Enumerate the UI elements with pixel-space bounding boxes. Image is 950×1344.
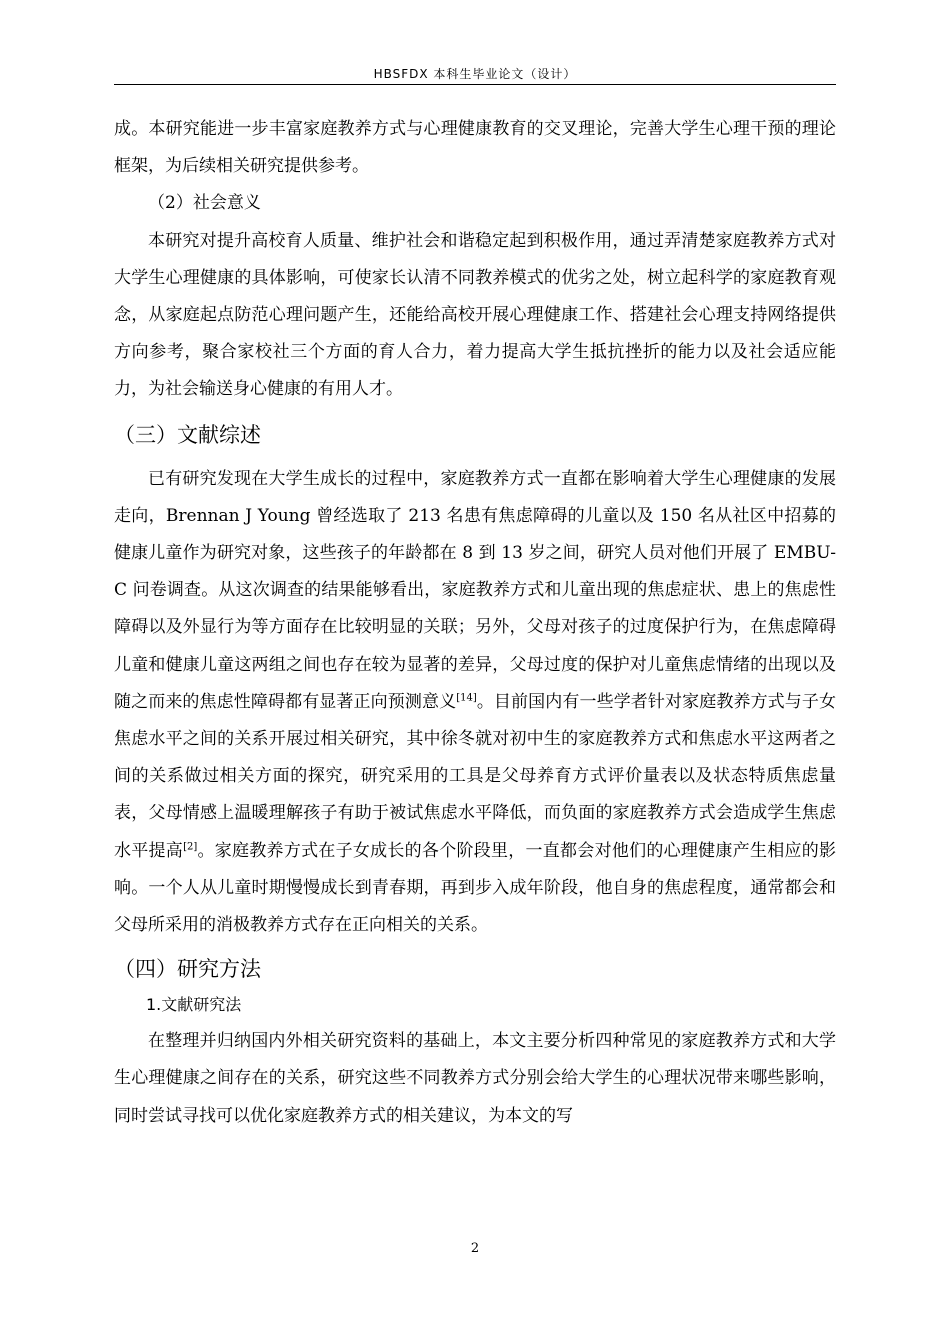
paragraph-literature-review (114, 461, 836, 945)
literature-text-part-2: 。目前国内有一些学者针对家庭教养方式与子女焦虑水平之间的关系开展过相关研究，其中徐冬就对初中生的家庭教养方式和焦虑水平这两者之间的关系做过相关方面的探究，研究采用的工具是父母养育方式评价量表以及状态特质焦虑量表，父母情感上温暖理解孩子有助于被试焦虑水平降低，而负面的家庭教养方式会造成学生焦虑水平提高 (114, 691, 837, 861)
header-rule (114, 84, 836, 85)
paragraph-continuation: 成。本研究能进一步丰富家庭教养方式与心理健康教育的交叉理论，完善大学生心理干预的理论框架，为后续相关研究提供参考。 (114, 119, 836, 177)
paragraph-literature-method: 在整理并归纳国内外相关研究资料的基础上，本文主要分析四种常见的家庭教养方式和大学生心理健康之间存在的关系，研究这些不同教养方式分别会给大学生的心理状况带来哪些影响，同时尝试寻找可以优化家庭教养方式的相关建议，为本文的写 (114, 1031, 836, 1126)
subsection-title-literature-method: 1.文献研究法 (146, 995, 242, 1015)
citation-2[interactable]: [2] (183, 841, 198, 852)
literature-text-part-3: 。家庭教养方式在子女成长的各个阶段里，一直都会对他们的心理健康产生相应的影响。一个人从儿童时期慢慢成长到青春期，再到步入成年阶段，他自身的焦虑程度，通常都会和父母所采用的消极教养方式存在正向相关的关系。 (114, 840, 837, 936)
section-title-research-methods: （四）研究方法 (114, 957, 261, 982)
running-header: HBSFDX 本科生毕业论文（设计） (373, 67, 577, 81)
paragraph-social-significance: 本研究对提升高校育人质量、维护社会和谐稳定起到积极作用，通过弄清楚家庭教养方式对大学生心理健康的具体影响，可使家长认清不同教养模式的优劣之处，树立起科学的家庭教育观念，从家庭起点防范心理问题产生，还能给高校开展心理健康工作、搭建社会心理支持网络提供方向参考，聚合家校社三个方面的育人合力，着力提高大学生抵抗挫折的能力以及社会适应能力，为社会输送身心健康的有用人才。 (114, 230, 836, 400)
social-significance-heading: （2）社会意义 (148, 193, 261, 214)
literature-text-part-1: 已有研究发现在大学生成长的过程中，家庭教养方式一直都在影响着大学生心理健康的发展走向，Brennan J Young 曾经选取了 213 名患有焦虑障碍的儿童以及 150 名从社区中招募的健康儿童作为研究对象，这些孩子的年龄都在 8 到 13 岁之间，研究人员对他们开展了 EMBU-C 问卷调查。从这次调查的结果能够看出，家庭教养方式和儿童出现的焦虑症状、患上的焦虑性障碍以及外显行为等方面存在比较明显的关联；另外，父母对孩子的过度保护行为，在焦虑障碍儿童和健康儿童这两组之间也存在较为显著的差异，父母过度的保护对儿童焦虑情绪的出现以及随之而来的焦虑性障碍都有显著正向预测意义 (114, 468, 836, 712)
section-title-literature-review: （三）文献综述 (114, 422, 261, 447)
page-body (114, 111, 836, 1135)
page-number: 2 (470, 1241, 480, 1256)
citation-14[interactable]: [14] (456, 692, 477, 704)
